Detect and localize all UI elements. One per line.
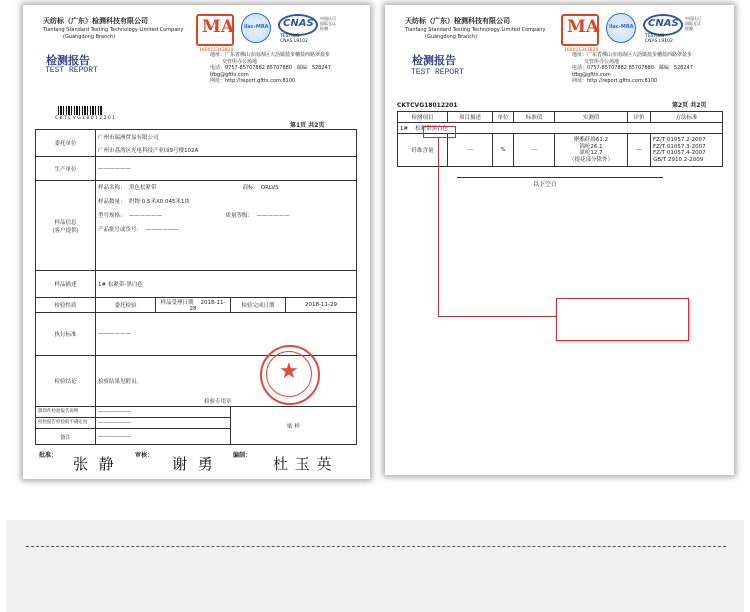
- review-signature: 谢 勇: [172, 455, 216, 473]
- conclusion-value: 检验结果见附页。: [98, 379, 143, 385]
- fiber-unit: %: [493, 134, 514, 167]
- company-name-en: Tianfang Standard Testing Technology Limited Company: [43, 27, 184, 33]
- finish-date-value: 2018-11-29: [286, 298, 357, 313]
- col-header-eval: 评价: [628, 112, 651, 123]
- producer-label: 生产单位: [36, 157, 96, 181]
- seal-caption: 检验专用章: [204, 399, 232, 405]
- standard-value: ——————: [96, 313, 357, 356]
- end-text: 以下空白: [533, 181, 558, 188]
- fiber-methods: FZ/T 01057.2-2007 FZ/T 01057.3-2007 FZ/T 01057.4-2007 GB/T 2910.2-2009: [651, 134, 723, 167]
- fiber-std: ---: [514, 134, 555, 167]
- bottom-panel: [6, 520, 744, 612]
- approve-label: 批准：: [39, 452, 58, 459]
- col-header-desc: 项目描述: [448, 112, 493, 123]
- report-page-1: [23, 5, 370, 479]
- page-number: 第1页 共2页: [290, 122, 325, 129]
- finish-date-label: 检验完成日期: [231, 298, 286, 313]
- report-title-en: TEST REPORT: [411, 68, 464, 77]
- results-table: [397, 111, 723, 167]
- client-name: 广州市瑞洲贸易有限公司: [98, 134, 159, 141]
- fiber-content-label: 纤维含量: [398, 134, 448, 167]
- callout-leader-vertical: [438, 137, 439, 317]
- client-address: 广州市荔湾区光电科技产业园9号楼102A: [98, 147, 199, 154]
- stamp-box: 贴 样: [231, 407, 357, 445]
- extra-label-2: 检验报告检验的不确定度: [36, 418, 96, 429]
- barcode: [58, 106, 103, 115]
- sample-desc-label: 样品描述: [36, 271, 96, 298]
- fiber-measured: 聚酯纤维61.2 锦纶26.1 氨纶12.7 （提花部分除外）: [555, 134, 628, 167]
- sample-info-cell: 样品名称： 黑色松紧带 商标： ORLVS 样品数量： 织物 0.5米X0.045米1块 型号规格： —————— 质量等级： —————— 产品批号或货号： ——————: [96, 181, 357, 271]
- report-number: CKTCVG18012201: [397, 102, 458, 109]
- approve-signature: 张 静: [73, 455, 117, 473]
- sample-name-highlight: 松紧带: [415, 126, 432, 132]
- address-block: 地址：广东省佛山市南海区大沥镇盐步穗盐西路翠盈步 交管所办公场地 电话：0757-85707882 85707880 邮编：528247 tfbg@gftts.com 网址：http://report.gftts.com:8100: [572, 52, 693, 84]
- nature-label: 检验性质: [36, 298, 96, 313]
- report-title-en: TEST REPORT: [45, 66, 98, 75]
- remarks-value: ——————: [96, 429, 231, 445]
- cnas-logo: CNAS TESTING CNAS L9102: [278, 14, 316, 42]
- cma-logo: MA 160011343820: [196, 14, 234, 46]
- callout-box: [556, 298, 689, 341]
- page-number: 第2页 共2页: [672, 102, 707, 109]
- fiber-eval: ---: [628, 134, 651, 167]
- recv-date-label: 样品受理日期 2018-11-28: [156, 298, 231, 313]
- dashed-separator: [26, 546, 726, 547]
- standard-label: 执行标准: [36, 313, 96, 356]
- conclusion-label: 检验结论: [36, 356, 96, 407]
- cnas-side-text: 中国认可 国际互认 检测: [320, 16, 336, 31]
- extra-label-1: 影印件检验报告说明: [36, 407, 96, 418]
- producer-value: ——————: [96, 157, 357, 181]
- callout-leader-horizontal: [438, 316, 556, 317]
- sample-info-label: 样品信息 (客户提供): [36, 181, 96, 271]
- company-branch-en: (Guangdong Branch): [63, 34, 116, 40]
- report-title-cn: 检测报告: [412, 54, 456, 67]
- cnas-logo: CNAS TESTING CNAS L9102: [643, 14, 681, 42]
- compile-label: 编制：: [233, 452, 252, 459]
- report-title-cn: 检测报告: [46, 54, 90, 67]
- extra-value-2: ——————: [96, 418, 231, 429]
- company-name-en: Tianfang Standard Testing Technology Limited Company: [405, 27, 546, 33]
- cma-logo: MA 160011343820: [561, 14, 599, 46]
- address-block: 地址：广东省佛山市南海区大沥镇盐步穗盐西路翠盈步 交管所办公场地 电话：0757-85707882 85707880 邮编：528247 tfbg@gftts.com 网址：http://report.gftts.com:8100: [210, 52, 331, 84]
- ilac-mra-logo: ilac-MRA: [606, 13, 636, 43]
- cnas-side-text: 中国认可 国际互认 检测: [685, 16, 701, 31]
- col-header-item: 检测项目: [398, 112, 448, 123]
- remarks-label: 备注: [36, 429, 96, 445]
- end-divider: [457, 177, 663, 178]
- ilac-mra-logo: ilac-MRA: [241, 13, 271, 43]
- fiber-desc: ---: [448, 134, 493, 167]
- sample-row: 1# 松紧带黑白色: [398, 123, 723, 134]
- col-header-std: 标准值: [514, 112, 555, 123]
- col-header-method: 方法标准: [651, 112, 723, 123]
- nature-value: 委托检验: [96, 298, 156, 313]
- company-name-cn: 天纺标（广东）检测科技有限公司: [43, 17, 148, 25]
- extra-value-1: ——————: [96, 407, 231, 418]
- highlight-box: [423, 126, 456, 138]
- col-header-unit: 单位: [493, 112, 514, 123]
- review-label: 审核：: [135, 452, 154, 459]
- client-label: 委托单位: [36, 130, 96, 157]
- inspection-seal: ★: [260, 345, 320, 405]
- col-header-measured: 实测值: [555, 112, 628, 123]
- company-branch-en: (Guangdong Branch): [425, 34, 478, 40]
- client-cell: [96, 130, 357, 157]
- sample-desc-value: 1# 松紧带-黑白色: [96, 271, 357, 298]
- company-name-cn: 天纺标（广东）检测科技有限公司: [405, 17, 510, 25]
- compile-signature: 杜 玉 英: [273, 455, 333, 473]
- barcode-number: C K T C V G 1 8 0 1 2 2 0 1: [55, 116, 116, 121]
